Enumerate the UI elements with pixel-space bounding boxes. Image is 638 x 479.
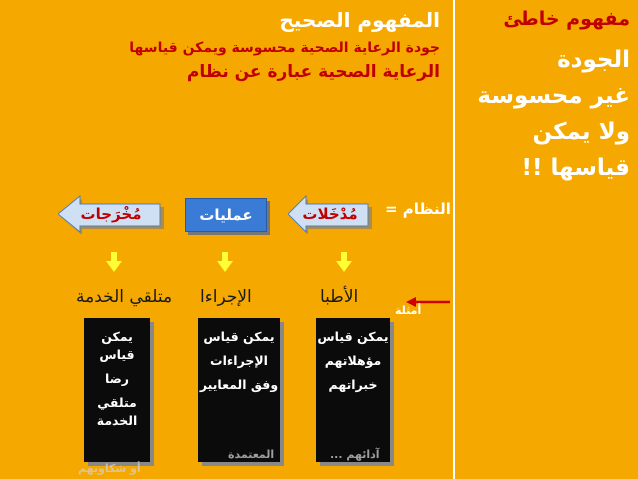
- wrong-concept-line: الجودة: [557, 47, 630, 73]
- system-equals-label: النظام =: [385, 200, 451, 218]
- inputs-arrow: [288, 194, 372, 234]
- procedures-item: وفق المعايير: [199, 377, 279, 392]
- procedures-heading: الإجراءا: [200, 287, 252, 307]
- wrong-concept-line: ولا يمكن: [532, 119, 630, 145]
- wrong-concept-line: قياسها !!: [521, 155, 630, 181]
- examples-label: أمثلة: [395, 304, 422, 317]
- procedures-box: [198, 318, 280, 462]
- down-arrow-icon: [217, 252, 233, 272]
- recipients-ghost-text: أو شكاويهم: [78, 462, 141, 475]
- doctors-item: مؤهلاتهم: [324, 353, 382, 368]
- outputs-label: مُخْرَجات: [80, 205, 142, 223]
- recipients-item: يمكن قياس: [99, 329, 135, 362]
- doctors-item: خبراتهم: [328, 377, 378, 392]
- wrong-concept-title: مفهوم خاطئ: [503, 8, 630, 30]
- recipients-item: رضا: [105, 371, 129, 386]
- doctors-heading: الأطبا: [320, 287, 359, 307]
- wrong-concept-panel: [453, 0, 638, 479]
- recipients-box: [84, 318, 150, 462]
- down-arrow-icon: [336, 252, 352, 272]
- recipients-heading: متلقي الخدمة: [76, 287, 173, 307]
- recipients-item: متلقي الخدمة: [96, 395, 138, 428]
- wrong-concept-body: [460, 42, 630, 186]
- subtitle-quality: جودة الرعاية الصحية محسوسة ويمكن قياسها: [129, 40, 440, 56]
- subtitle-system: الرعاية الصحية عبارة عن نظام: [186, 62, 440, 82]
- correct-concept-title: المفهوم الصحيح: [279, 8, 440, 32]
- doctors-box: [316, 318, 390, 462]
- down-arrow-icon: [106, 252, 122, 272]
- procedures-item: يمكن قياس: [203, 329, 275, 344]
- procedures-item: الإجراءات: [210, 353, 268, 368]
- processes-label: عمليات: [199, 206, 253, 224]
- doctors-item: يمكن قياس: [317, 329, 389, 344]
- examples-arrow-icon: [406, 292, 450, 302]
- processes-box: [185, 198, 267, 232]
- outputs-arrow: [58, 194, 164, 234]
- doctors-ghost-text: آدائهم ...: [330, 448, 380, 461]
- procedures-ghost-text: المعتمدة: [228, 448, 275, 461]
- wrong-concept-line: غير محسوسة: [477, 83, 630, 109]
- inputs-label: مُدْخَلات: [302, 205, 358, 223]
